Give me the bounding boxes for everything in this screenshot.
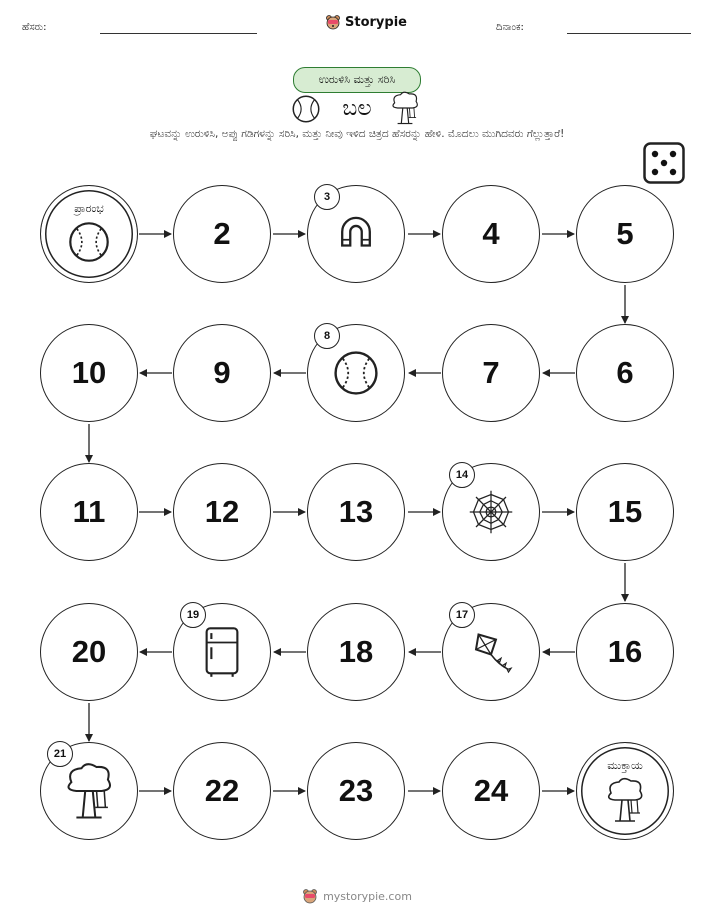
theme-word: ಬಲ xyxy=(342,96,372,121)
square-17[interactable] xyxy=(442,603,540,701)
date-label: ದಿನಾಂಕ: xyxy=(496,22,524,33)
square-number-badge: 8 xyxy=(314,323,340,349)
square-10[interactable]: 10 xyxy=(40,324,138,422)
game-title: ಉರುಳಿಸಿ ಮತ್ತು ಸರಿಸಿ xyxy=(293,67,421,93)
square-11[interactable]: 11 xyxy=(40,463,138,561)
spiderweb-icon xyxy=(466,487,516,537)
refrigerator-icon xyxy=(201,626,243,678)
square-number-badge: 14 xyxy=(449,462,475,488)
square-2[interactable]: 2 xyxy=(173,185,271,283)
square-start[interactable]: ಪ್ರಾರಂಭ xyxy=(40,185,138,283)
square-4[interactable]: 4 xyxy=(442,185,540,283)
footer-url[interactable]: mystorypie.com xyxy=(323,889,412,903)
magnet-icon xyxy=(333,211,379,257)
square-22[interactable]: 22 xyxy=(173,742,271,840)
square-19[interactable] xyxy=(173,603,271,701)
square-number-badge: 21 xyxy=(47,741,73,767)
name-label: ಹೆಸರು: xyxy=(22,22,47,33)
square-23[interactable]: 23 xyxy=(307,742,405,840)
square-12[interactable]: 12 xyxy=(173,463,271,561)
baseball-icon xyxy=(332,349,380,397)
square-24[interactable]: 24 xyxy=(442,742,540,840)
square-finish[interactable]: ಮುಕ್ತಾಯ xyxy=(576,742,674,840)
bear-icon xyxy=(302,888,318,904)
square-7[interactable]: 7 xyxy=(442,324,540,422)
kite-icon xyxy=(466,627,516,677)
square-number-badge: 19 xyxy=(180,602,206,628)
square-15[interactable]: 15 xyxy=(576,463,674,561)
instructions: ಘಟವನ್ನು ಉರುಳಿಸಿ, ಅಪ್ಪು ಗಡಿಗಳನ್ನು ಸರಿಸಿ, ಮತ್ತು ನೀವು ಇಳಿದ ಚಿತ್ರದ ಹೆಸರನ್ನು ಹೇಳಿ. ಮೊದಲು ಮುಗಿದವರು ಗೆಲ್ಲುತ್ತಾರೆ! xyxy=(149,128,565,140)
square-18[interactable]: 18 xyxy=(307,603,405,701)
baseball-icon xyxy=(67,220,111,264)
square-number-badge: 17 xyxy=(449,602,475,628)
square-5[interactable]: 5 xyxy=(576,185,674,283)
square-20[interactable]: 20 xyxy=(40,603,138,701)
square-8[interactable] xyxy=(307,324,405,422)
tree-swing-icon xyxy=(605,777,645,823)
square-16[interactable]: 16 xyxy=(576,603,674,701)
square-9[interactable]: 9 xyxy=(173,324,271,422)
square-13[interactable]: 13 xyxy=(307,463,405,561)
square-6[interactable]: 6 xyxy=(576,324,674,422)
tree-swing-icon xyxy=(63,762,115,820)
square-number-badge: 3 xyxy=(314,184,340,210)
brand-name: Storypie xyxy=(345,14,407,30)
square-14[interactable] xyxy=(442,463,540,561)
square-3[interactable] xyxy=(307,185,405,283)
square-21[interactable] xyxy=(40,742,138,840)
footer xyxy=(0,888,714,904)
